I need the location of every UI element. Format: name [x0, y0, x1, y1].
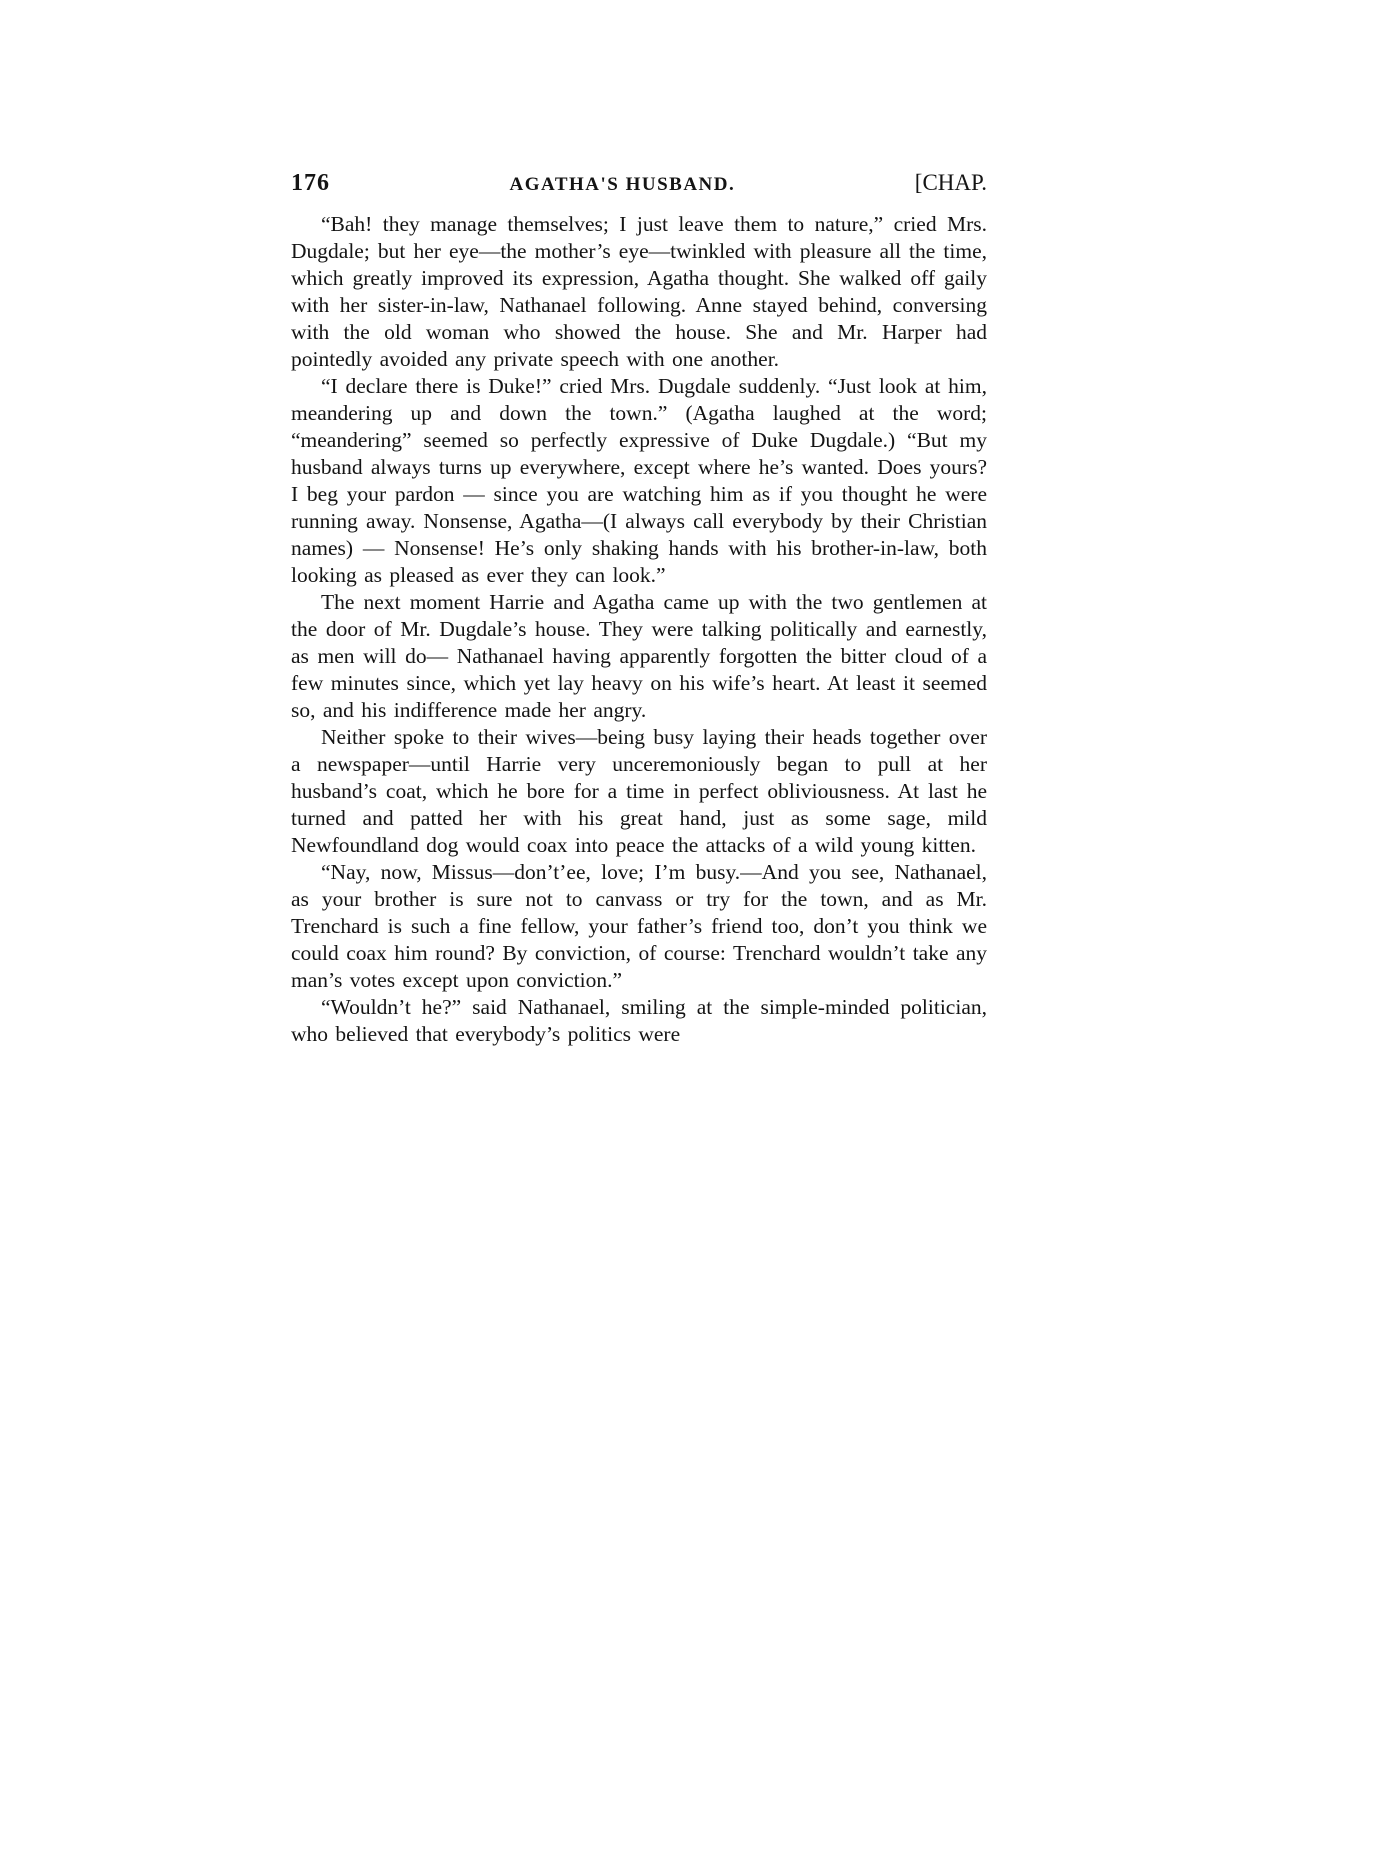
paragraph: “Wouldn’t he?” said Nathanael, smiling at the simple-minded politician, who believed that everybody’s politics were [291, 995, 987, 1046]
running-head [291, 170, 987, 197]
chapter-marker: [CHAP. [914, 170, 987, 195]
paragraph: “Bah! they manage themselves; I just leave them to nature,” cried Mrs. Dugdale; but her eye—the mother’s eye—twinkled with pleasure all the time, which greatly improved its expression, Agatha thought. She walked off gaily with her sister-in-law, Nathanael following. Anne stayed behind, conversing with the old woman who showed the house. She and Mr. Harper had pointedly avoided any private speech with one another. [291, 212, 987, 371]
text-column [291, 170, 987, 1048]
paragraph: “I declare there is Duke!” cried Mrs. Dugdale suddenly. “Just look at him, meandering up and down the town.” (Agatha laughed at the word; “meandering” seemed so perfectly expressive of Duke Dugdale.) “But my husband always turns up everywhere, except where he’s wanted. Does yours? I beg your pardon — since you are watching him as if you thought he were running away. Nonsense, Agatha—(I always call everybody by their Christian names) — Nonsense! He’s only shaking hands with his brother-in-law, both looking as pleased as ever they can look.” [291, 374, 987, 587]
paragraph: Neither spoke to their wives—being busy laying their heads together over a newspaper—until Harrie very unceremoniously began to pull at her husband’s coat, which he bore for a time in perfect obliviousness. At last he turned and patted her with his great hand, just as some sage, mild Newfoundland dog would coax into peace the attacks of a wild young kitten. [291, 725, 987, 857]
page-number: 176 [291, 170, 330, 196]
page-text [291, 211, 987, 1048]
paragraph: The next moment Harrie and Agatha came up with the two gentlemen at the door of Mr. Dugdale’s house. They were talking politically and earnestly, as men will do— Nathanael having apparently forgotten the bitter cloud of a few minutes since, which yet lay heavy on his wife’s heart. At least it seemed so, and his indifference made her angry. [291, 590, 987, 722]
running-title: AGATHA'S HUSBAND. [509, 174, 736, 195]
paragraph: “Nay, now, Missus—don’t’ee, love; I’m busy.—And you see, Nathanael, as your brother is sure not to canvass or try for the town, and as Mr. Trenchard is such a fine fellow, your father’s friend too, don’t you think we could coax him round? By conviction, of course: Trenchard wouldn’t take any man’s votes except upon conviction.” [291, 860, 987, 992]
